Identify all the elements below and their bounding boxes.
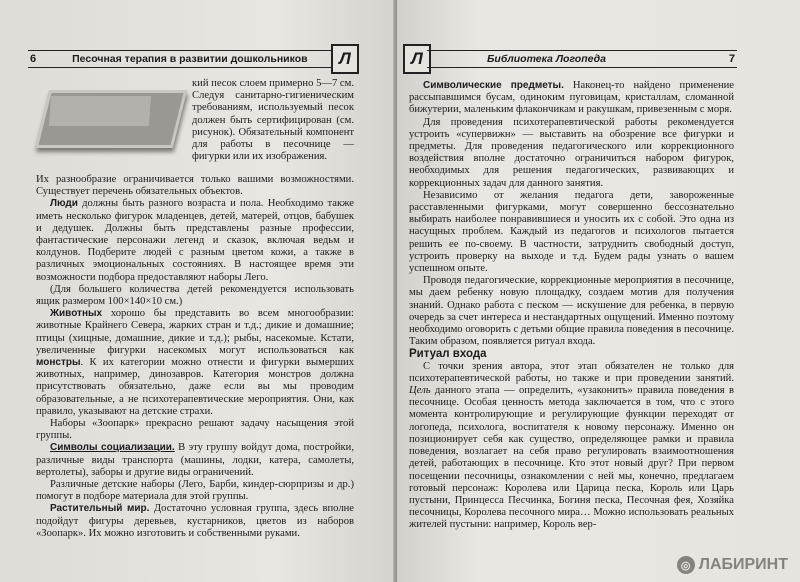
plant-paragraph xyxy=(36,503,354,540)
people-lead: Люди xyxy=(50,198,78,210)
monsters-word: монстры xyxy=(36,357,81,369)
variety-paragraph: Их разнообразие ограничивается только вашими возможностями. Существует перечень обязательных объектов. xyxy=(36,174,354,198)
taking-paragraph: Независимо от желания педагога дети, завороженные расставленными фигурками, могут совершенно бессознательно выбирать наиболее понравившиеся и уносить их с собой. Это одна из насущных проблем. Каждый из педагогов и психологов пытается решить ее по-своему. В частности, затруднить свободный доступ, устроить проверку на выходе и т.д. Будем рады узнать о вашем успешном опыте. xyxy=(409,189,734,275)
right-page-number: 7 xyxy=(728,53,735,65)
social-lead: Символы социализации. xyxy=(50,442,175,454)
sandbox-photo xyxy=(36,84,182,152)
rules-paragraph: Проводя педагогические, коррекционные мероприятия в песочнице, мы даем ребенку новую площадку, создаем мотив для получения знаний. Однако работа с песком — искушение для ребенка, в первую очередь за счет интереса и нестандартных ощущений. Именно поэтому необходимо оговорить с детьми общие правила поведения в песочнице. Таким образом, появляется ритуал входа. xyxy=(409,275,734,348)
sets-paragraph: Различные детские наборы (Лего, Барби, киндер-сюрпризы и др.) помогут в подборе материала для этой группы. xyxy=(36,479,354,503)
animals-text-2: . К их категории можно отнести и фигурки вымерших животных, например, динозавров. Категория монстров должна присутствовать обязательно, даже если вы мы проводим образовательные, а не психотерапевтические мероприятия. Они, как правило, указывают на детские страхи. xyxy=(36,357,354,417)
goal-word: Цель xyxy=(409,385,431,397)
watermark xyxy=(677,556,788,574)
people-text: должны быть разного возраста и пола. Необходимо также иметь несколько фигурок младенцев, детей, матерей, отцов, бабушек и дедушек. Должны быть представлены разные профессии, фантастические персонажи легенд и сказок, включая ведьм и колдунов. Подберите людей с разным цветом кожи, а также в различных эмоциональных состояниях. В настоящее время эти возможности подбора предоставляют наборы Лего. xyxy=(36,198,354,283)
supervision-paragraph: Для проведения психотерапевтической работы рекомендуется устроить «супервижн» — выставить на обозрение все фигурки и предметы. Для проведения педагогического или коррекционного воздействия вполне достаточно ограничиться набором фигурок, необходимых для решения педагогических, развивающих и коррекционных задач для данного занятия. xyxy=(409,116,734,189)
storage-paragraph: (Для большего количества детей рекомендуется использовать ящик размером 100×140×10 см.) xyxy=(36,283,354,308)
wrap-paragraph: кий песок слоем примерно 5—7 см. Следуя санитарно-гигиеническим требованиям, используемый песок должен быть сертифицирован (см. рисунок). Обязательный компонент для работы в песочнице — фигурки или их изображения. xyxy=(192,78,354,163)
right-header-title: Библиотека Логопеда xyxy=(487,53,606,65)
animals-text-1: хорошо бы представить во всем многообразии: животные Крайнего Севера, жарких стран и т.д.; дикие и домашние; птицы (хищные, домашние, дикие и т.д.); рыбы, насекомые. Кстати, увеличенные фигурки насекомых могут использоваться как xyxy=(36,308,354,356)
labyrinth-icon: ◎ xyxy=(677,556,695,574)
animals-lead: Животных xyxy=(50,308,103,320)
left-running-header xyxy=(28,50,353,68)
plant-lead: Растительный мир. xyxy=(50,503,150,515)
animals-paragraph xyxy=(36,308,354,418)
wrap-text xyxy=(192,78,354,163)
left-header-title: Песочная терапия в развитии дошкольников xyxy=(72,53,308,65)
right-page xyxy=(397,0,800,582)
left-logo: Л xyxy=(331,44,359,74)
social-paragraph xyxy=(36,442,354,479)
ritual-text-a: С точки зрения автора, этот этап обязателен не только для психотерапевтической работы, но также и при проведении занятий. xyxy=(409,360,734,384)
left-page-number: 6 xyxy=(30,53,37,65)
people-paragraph xyxy=(36,198,354,283)
sandbox-sand xyxy=(49,96,151,126)
right-body xyxy=(409,80,734,532)
section-title: Ритуал входа xyxy=(409,348,487,361)
symbols-paragraph xyxy=(409,80,734,117)
zoo-paragraph: Наборы «Зоопарк» прекрасно решают задачу насыщения этой группы. xyxy=(36,418,354,442)
social-text: В эту группу войдут дома, постройки, различные виды транспорта (машины, лодки, катера, самолеты, вертолеты), заборы и другие виды ограничений. xyxy=(36,442,355,478)
left-page xyxy=(0,0,395,582)
plant-text: Достаточно условная группа, здесь вполне подойдут фигуры деревьев, кустарников, цветов из наборов «Зоопарк». Их можно изготовить и собственными руками. xyxy=(36,503,354,539)
left-body xyxy=(36,174,354,540)
right-running-header xyxy=(427,50,737,68)
symbols-lead: Символические предметы. xyxy=(423,80,564,91)
watermark-text: ЛАБИРИНТ xyxy=(698,556,788,573)
ritual-text-b: данного этапа — определить, «узаконить» правила поведения в песочнице. Особая ценность метода заключается в том, что с этого момента контролирующие и регулирующие функции переходят от логопеда, психолога, воспитателя к новому персонажу. Именно он позиционирует себя как существо, определяющее рамки и правила поведения, возлагает на себя право регулировать взаимоотношения детей, работающих в песочнице. Кто этот новый друг? При первом посещении песочницы, ознакомлении с ней мы, конечно, предлагаем готовый персонаж: Королева или Царица песка, Король или Царь пустыни, Принцесса Песчинка, Богиня песка, Песочная фея, Хозяйка песочницы, Королева песочного мира… Можно использовать реальных жителей пустыни: например, Король вер- xyxy=(409,385,734,531)
symbols-text: Наконец-то найдено применение рассыпавшимся бусам, одиноким пуговицам, кристаллам, сломанной бижутерии, маленьким флакончикам и ракушкам, привезенным с моря. xyxy=(409,80,734,116)
right-logo: Л xyxy=(403,44,431,74)
ritual-paragraph xyxy=(409,361,734,532)
